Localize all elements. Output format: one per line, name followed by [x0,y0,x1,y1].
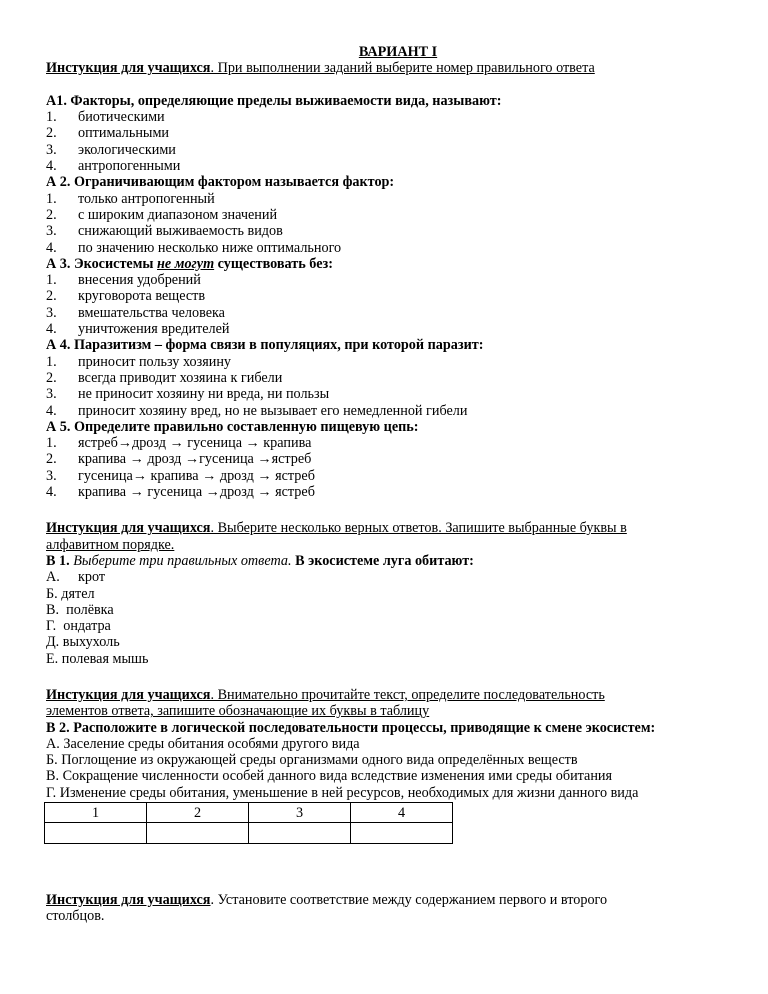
option-item: 4. антропогенными [46,158,181,175]
instruction-text: . При выполнении заданий выберите номер правильного ответа [210,60,595,77]
option-item: 3. экологическими [46,141,176,158]
question-label: В 2. Расположите в логической последовательности процессы, приводящие к смене экосистем: [46,719,656,736]
instruction-b2: Инстукция для учащихся. Внимательно прочитайте текст, определите последовательность [46,686,605,703]
option-item: 3. вмешательства человека [46,304,225,321]
answer-table [44,802,453,844]
option-item: 3. гусеница→ крапива → дрозд → ястреб [46,467,315,484]
emphasis-text: не могут [157,255,215,272]
question-a1 [46,93,736,174]
option-item: 4. крапива → гусеница →дрозд → ястреб [46,484,315,501]
option-item: 2. круговорота веществ [46,288,206,305]
option-item: Е. полевая мышь [46,650,149,667]
question-a2 [46,174,736,255]
option-item: 2. всегда приводит хозяина к гибели [46,369,283,386]
option-item: 2. с широким диапазоном значений [46,206,278,223]
option-item: 1. только антропогенный [46,190,215,207]
option-item: 4. приносит хозяину вред, но не вызывает его немедленной гибели [46,402,468,419]
question-label: А 3. Экосистемы не могут существовать без: [46,255,333,272]
option-item: 4. по значению несколько ниже оптимального [46,239,342,256]
option-item: Г. Изменение среды обитания, уменьшение в ней ресурсов, необходимых для жизни данного вида [46,784,639,801]
variant-title: ВАРИАНТ I [358,44,438,60]
option-item: Г. ондатра [46,618,111,635]
option-item: А. крот [46,569,106,586]
option-item: 2. оптимальными [46,125,170,142]
question-label: А 2. Ограничивающим фактором называется фактор: [46,174,395,191]
answer-table-header: 1 [45,803,147,823]
option-item: Б. Поглощение из окружающей среды организмами одного вида определённых веществ [46,752,578,769]
question-label: В 1. Выберите три правильных ответа. В экосистеме луга обитают: [46,552,474,569]
answer-cell-3[interactable] [249,823,351,844]
option-item: А. Заселение среды обитания особями другого вида [46,735,360,752]
instruction-b3: Инстукция для учащихся. Установите соответствие между содержанием первого и второго [46,892,608,909]
answer-table-header-row [45,803,453,823]
question-b2: Инстукция для учащихся. Внимательно прочитайте текст, определите последовательность элементов ответа, запишите обозначающие их буквы в таблицу В 2. Расположите в логической последовательности процессы, приводящие к смене экосистем: А. Заселение среды обитания особями другого вида Б. Поглощение из окружающей среды организмами одного вида определённых веществ В. Сокращение численности особей данного вида вследствие изменения ими среды обитания Г. Изменение среды обитания, уменьшение в ней ресурсов, необходимых для жизни данного вида 1 2 3 4 [46,687,736,844]
answer-table-header: 3 [249,803,351,823]
option-item: Д. выхухоль [46,634,120,651]
option-item: В. Сокращение численности особей данного вида вследствие изменения ими среды обитания [46,768,613,785]
answer-cell-4[interactable] [351,823,453,844]
option-item: 3. не приносит хозяину ни вреда, ни пользы [46,386,330,403]
instruction-label: Инстукция для учащихся [46,60,211,77]
question-a5 [46,419,736,500]
option-item: Б. дятел [46,585,95,602]
question-b3: Инстукция для учащихся. Установите соответствие между содержанием первого и второго столбцов. [46,892,736,925]
question-label: А 4. Паразитизм – форма связи в популяциях, при которой паразит: [46,337,484,354]
option-item: 1. биотическими [46,109,165,126]
option-item: В. полёвка [46,601,114,618]
answer-table-header: 4 [351,803,453,823]
answer-cell-2[interactable] [147,823,249,844]
option-item: 1. приносит пользу хозяину [46,353,232,370]
option-item: 4. уничтожения вредителей [46,321,230,338]
question-a3 [46,256,736,337]
question-b1: Инстукция для учащихся. Выберите несколько верных ответов. Запишите выбранные буквы в алфавитном порядке. В 1. Выберите три правильных ответа. В экосистеме луга обитают: А. крот Б. дятел В. полёвка Г. ондатра Д. выхухоль Е. полевая мышь [46,520,736,667]
question-label: А1. Факторы, определяющие пределы выживаемости вида, называют: [46,92,502,109]
answer-table-values-row [45,823,453,844]
document-page [46,44,736,925]
question-label: А 5. Определите правильно составленную пищевую цепь: [46,418,419,435]
option-item: 1. внесения удобрений [46,272,201,289]
option-item: 2. крапива → дрозд →гусеница →ястреб [46,451,312,468]
question-a4 [46,337,736,418]
answer-table-header: 2 [147,803,249,823]
option-item: 3. снижающий выживаемость видов [46,223,283,240]
instruction-b1: Инстукция для учащихся. Выберите несколько верных ответов. Запишите выбранные буквы в [46,520,627,537]
instruction-a [46,60,736,76]
answer-cell-1[interactable] [45,823,147,844]
option-item: 1. ястреб→дрозд → гусеница → крапива [46,435,312,452]
